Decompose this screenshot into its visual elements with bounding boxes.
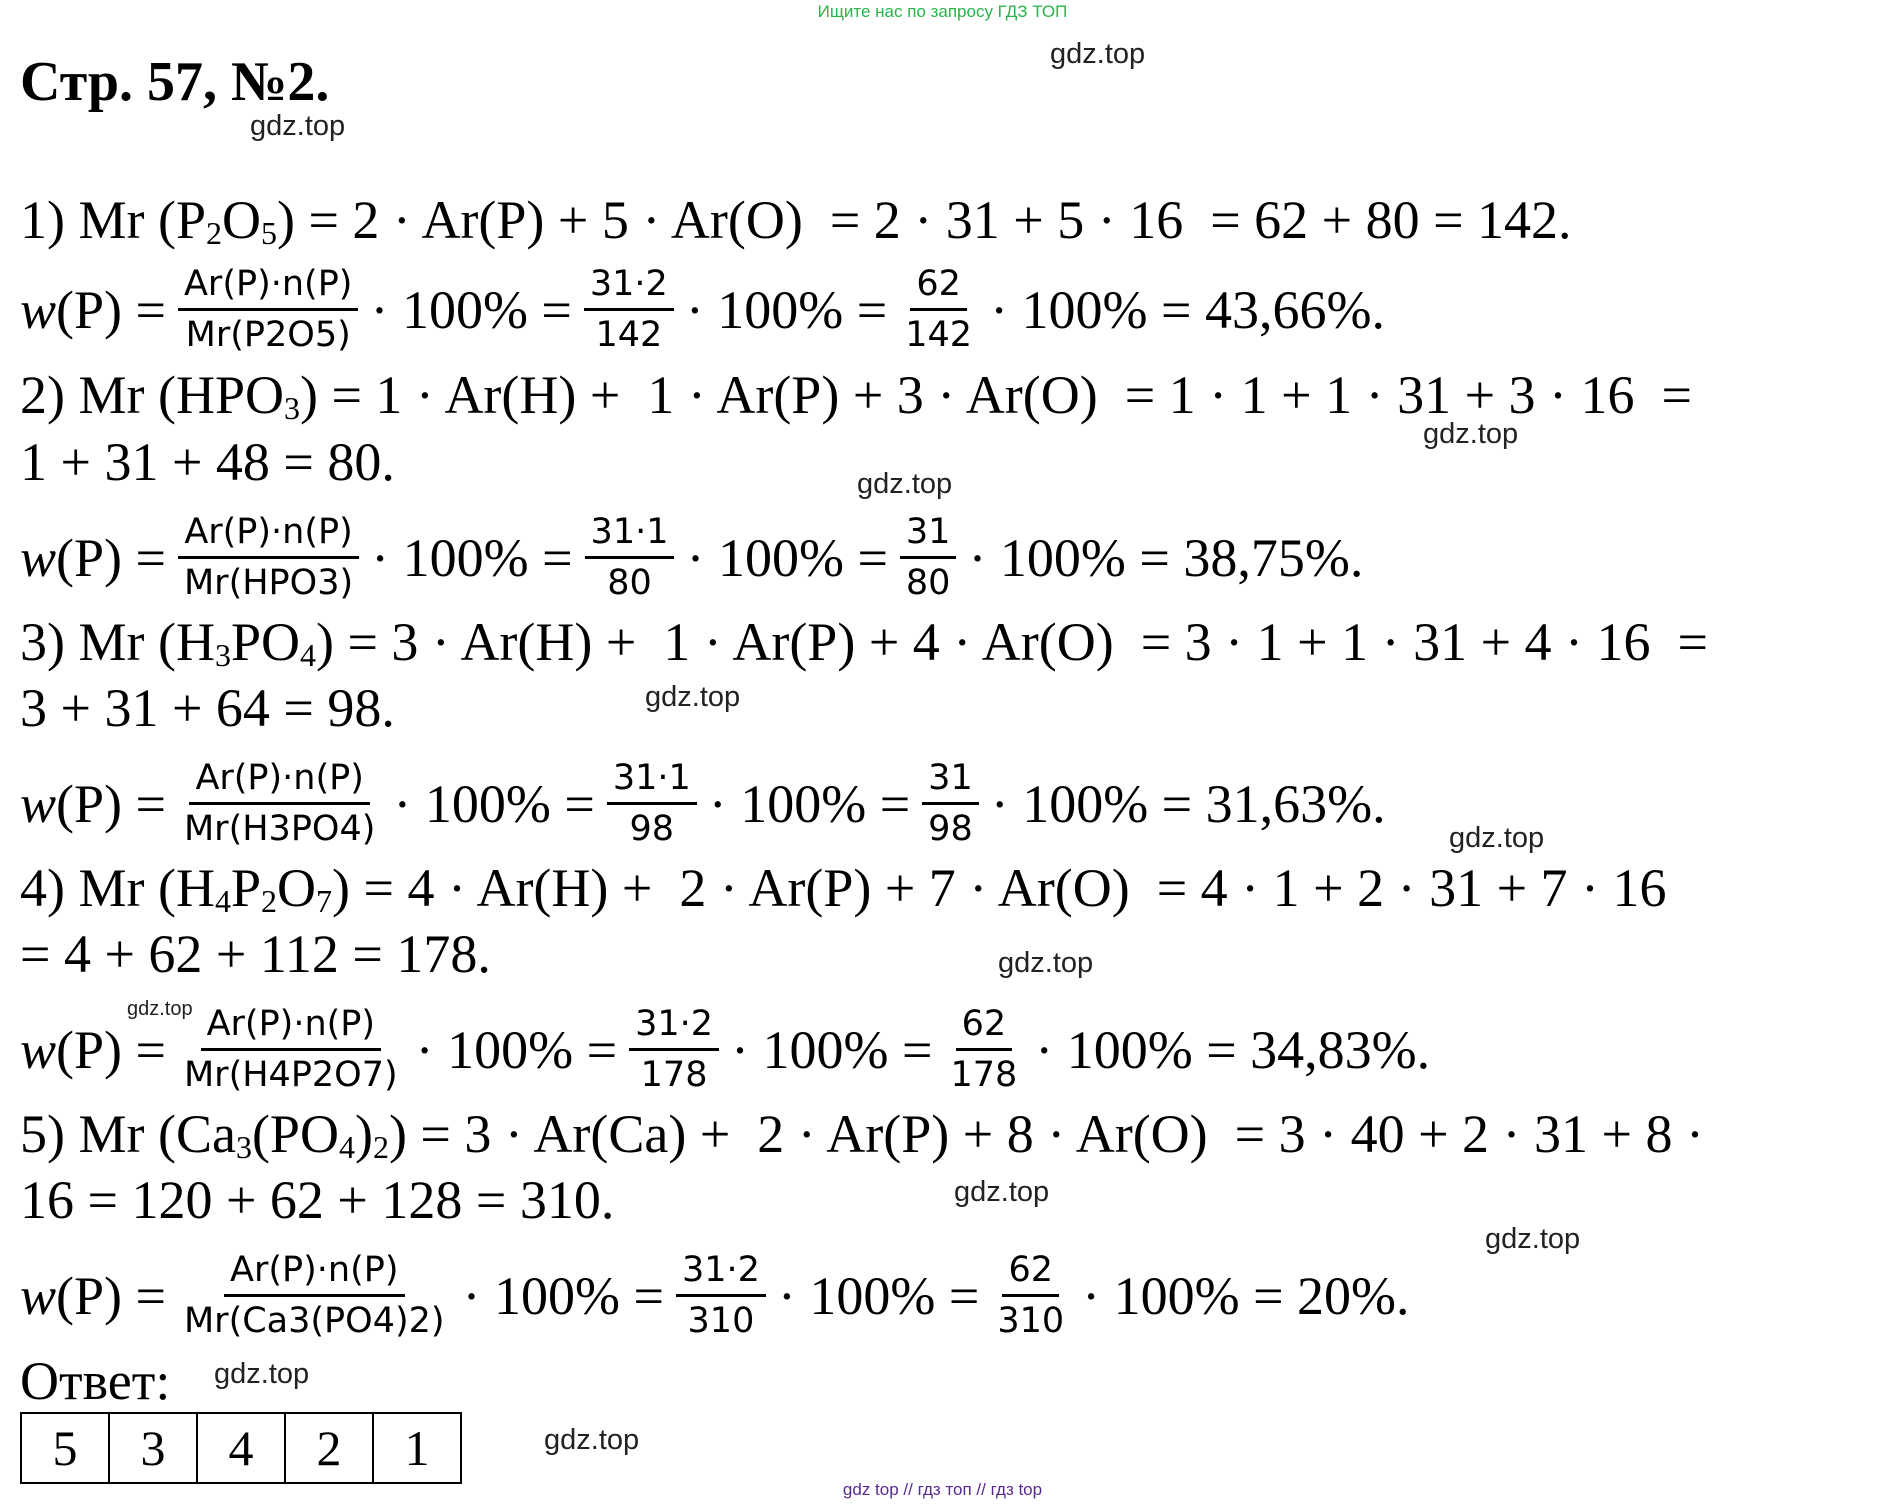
- fraction-formula: $\frac{Ar(P)\cdot n(P)}{Mr(H4P2O7)}$: [178, 1000, 404, 1099]
- mr-line-4: 4) Mr $(H_4P_2O_7) = 4 \cdot Ar(H) + 2 \cdot Ar(P) + 7 \cdot Ar(O) = 4 \cdot 1 + 2 \cdot 31 + 7 \cdot 16$: [20, 858, 1667, 919]
- footer-note: gdz top // гдз топ // гдз top: [842, 1480, 1043, 1499]
- answer-cell: 3: [109, 1413, 197, 1483]
- mr-line-5: 5) Mr $(Ca_3(PO_4)_2) = 3 \cdot Ar(Ca) + 2 \cdot Ar(P) + 8 \cdot Ar(O) = 3 \cdot 40 + 2 \cdot 31 + 8$ ·: [20, 1104, 1704, 1165]
- fraction-simplified: $\frac{62}{310}$: [991, 1246, 1070, 1345]
- watermark: gdz.top: [954, 1176, 1050, 1208]
- watermark: gdz.top: [857, 468, 953, 500]
- fraction-simplified: $\frac{62}{142}$: [899, 260, 978, 359]
- answer-cell: 2: [285, 1413, 373, 1483]
- watermark: gdz.top: [544, 1424, 640, 1456]
- answer-cell: 5: [21, 1413, 109, 1483]
- fraction-formula: $\frac{Ar(P)\cdot n(P)}{Mr(P2O5)}$: [178, 260, 358, 359]
- w-line-4: w (P) = $\frac{Ar(P)\cdot n(P)}{Mr(H4P2O7)}$ · 100% = $\frac{31\cdot 2}{178}$ · 100% = $\frac{62}{178}$ · 100% = 34,83%.: [20, 1000, 1430, 1099]
- watermark: gdz.top: [1423, 418, 1519, 450]
- mr-line-1: 1) Mr $(P_2O_5) = 2 \cdot Ar(P) + 5 \cdot Ar(O) = 2 \cdot 31 + 5 \cdot 16 = 62 + 80 = 142$.: [20, 190, 1572, 251]
- fraction-values: $\frac{31\cdot 1}{98}$: [607, 754, 697, 853]
- watermark: gdz.top: [250, 110, 346, 142]
- w-line-2: w (P) = $\frac{Ar(P)\cdot n(P)}{\text{Mr(HPO3)}}$ · 100% = $\frac{31\cdot 1}{80}$ · 100% = $\frac{31}{80}$ · 100% = 38,75%.: [20, 508, 1363, 607]
- header-note: Ищите нас по запросу ГДЗ ТОП: [817, 2, 1068, 21]
- watermark: gdz.top: [998, 947, 1094, 979]
- w-line-3: w (P) = $\frac{Ar(P)\cdot n(P)}{Mr(H3PO4)}$ · 100% = $\frac{31\cdot 1}{98}$ · 100% = $\frac{31}{98}$ · 100% = 31,63%.: [20, 754, 1386, 853]
- w-line-5: w (P) = $\frac{Ar(P)\cdot n(P)}{Mr(Ca3(PO4)2)}$ · 100% = $\frac{31\cdot 2}{310}$ · 100% = $\frac{62}{310}$ · 100% = 20%.: [20, 1246, 1410, 1345]
- fraction-formula: $\frac{Ar(P)\cdot n(P)}{Mr(Ca3(PO4)2)}$: [178, 1246, 451, 1345]
- mr-line-2: 2) Mr $(HPO_3) = 1 \cdot Ar(H) + 1 \cdot Ar(P) + 3 \cdot Ar(O) = 1 \cdot 1 + 1 \cdot 31 + 3 \cdot 16$ =: [20, 365, 1692, 426]
- mr-line-4-cont: = 4 + 62 + 112 = 178.: [20, 924, 491, 984]
- answer-table: [20, 1412, 462, 1484]
- fraction-simplified: $\frac{62}{178}$: [944, 1000, 1023, 1099]
- mr-line-3-cont: 3 + 31 + 64 = 98.: [20, 678, 395, 738]
- fraction-values: $\frac{31\cdot 2}{178}$: [629, 1000, 719, 1099]
- watermark: gdz.top: [1485, 1223, 1581, 1255]
- w-line-1: w (P) = $\frac{Ar(P)\cdot n(P)}{Mr(P2O5)}$ · 100% = $\frac{31\cdot 2}{142}$ · 100% = $\frac{62}{142}$ · 100% = 43,66%.: [20, 260, 1385, 359]
- fraction-values: $\frac{31\cdot 2}{310}$: [676, 1246, 766, 1345]
- fraction-simplified: $\frac{31}{98}$: [922, 754, 979, 853]
- watermark: gdz.top: [214, 1358, 310, 1390]
- mr-line-5-cont: 16 = 120 + 62 + 128 = 310.: [20, 1170, 615, 1230]
- watermark: gdz.top: [1449, 822, 1545, 854]
- fraction-formula: $\frac{Ar(P)\cdot n(P)}{Mr(H3PO4)}$: [178, 754, 381, 853]
- watermark: gdz.top: [1050, 38, 1146, 70]
- fraction-values: $\frac{31\cdot 1}{80}$: [585, 508, 675, 607]
- mr-line-2-cont: 1 + 31 + 48 = 80.: [20, 432, 395, 492]
- watermark: gdz.top: [127, 998, 193, 1020]
- fraction-values: $\frac{31\cdot 2}{142}$: [584, 260, 674, 359]
- answer-cell: 1: [373, 1413, 461, 1483]
- fraction-formula: $\frac{Ar(P)\cdot n(P)}{\text{Mr(HPO3)}}$: [178, 508, 359, 607]
- answer-label: Ответ:: [20, 1351, 171, 1411]
- page-title: Стр. 57, №2.: [20, 51, 330, 113]
- fraction-simplified: $\frac{31}{80}$: [900, 508, 957, 607]
- answer-cell: 4: [197, 1413, 285, 1483]
- watermark: gdz.top: [645, 681, 741, 713]
- mr-line-3: 3) Mr $(H_3PO_4) = 3 \cdot Ar(H) + 1 \cdot Ar(P) + 4 \cdot Ar(O) = 3 \cdot 1 + 1 \cdot 31 + 4 \cdot 16$ =: [20, 612, 1708, 673]
